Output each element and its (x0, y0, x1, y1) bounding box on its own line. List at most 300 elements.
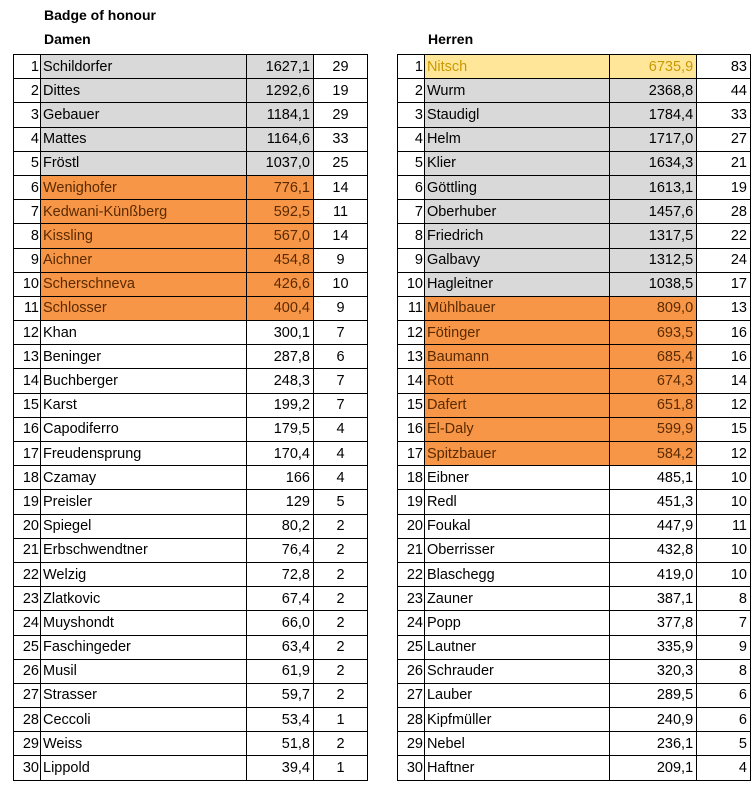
name-cell: Weiss (41, 732, 247, 756)
table-row (14, 175, 368, 199)
table-row (398, 417, 751, 441)
page-title: Badge of honour (44, 7, 156, 23)
table-row (398, 659, 751, 683)
table-row (398, 296, 751, 320)
score-cell: 447,9 (610, 514, 697, 538)
score-cell: 320,3 (610, 659, 697, 683)
name-cell: Lautner (424, 635, 609, 659)
count-cell: 13 (697, 296, 751, 320)
rank-cell: 17 (398, 442, 425, 466)
table-row (14, 756, 368, 780)
name-cell: Klier (424, 151, 609, 175)
name-cell: Erbschwendtner (41, 538, 247, 562)
count-cell: 44 (697, 79, 751, 103)
name-cell: Beninger (41, 345, 247, 369)
rank-cell: 19 (398, 490, 425, 514)
score-cell: 240,9 (610, 708, 697, 732)
score-cell: 199,2 (247, 393, 314, 417)
name-cell: Faschingeder (41, 635, 247, 659)
score-cell: 674,3 (610, 369, 697, 393)
count-cell: 21 (697, 151, 751, 175)
table-row (398, 79, 751, 103)
table-row (398, 272, 751, 296)
count-cell: 4 (314, 417, 368, 441)
score-cell: 1457,6 (610, 200, 697, 224)
score-cell: 2368,8 (610, 79, 697, 103)
table-row (398, 151, 751, 175)
score-cell: 300,1 (247, 321, 314, 345)
name-cell: Göttling (424, 175, 609, 199)
table-row (398, 611, 751, 635)
name-cell: Foukal (424, 514, 609, 538)
score-cell: 454,8 (247, 248, 314, 272)
name-cell: Friedrich (424, 224, 609, 248)
table-row (14, 562, 368, 586)
table-row (398, 127, 751, 151)
name-cell: Haftner (424, 756, 609, 780)
table-row (14, 393, 368, 417)
table-row (14, 103, 368, 127)
score-cell: 1038,5 (610, 272, 697, 296)
score-cell: 1317,5 (610, 224, 697, 248)
count-cell: 14 (697, 369, 751, 393)
rank-cell: 18 (14, 466, 41, 490)
count-cell: 2 (314, 611, 368, 635)
count-cell: 7 (314, 321, 368, 345)
table-row (14, 417, 368, 441)
name-cell: Nebel (424, 732, 609, 756)
count-cell: 7 (697, 611, 751, 635)
table-row (398, 369, 751, 393)
score-cell: 72,8 (247, 562, 314, 586)
name-cell: Khan (41, 321, 247, 345)
score-cell: 209,1 (610, 756, 697, 780)
name-cell: Wenighofer (41, 175, 247, 199)
name-cell: Aichner (41, 248, 247, 272)
name-cell: Zauner (424, 587, 609, 611)
score-cell: 248,3 (247, 369, 314, 393)
table-row (14, 538, 368, 562)
name-cell: Strasser (41, 683, 247, 707)
score-cell: 170,4 (247, 442, 314, 466)
name-cell: Spitzbauer (424, 442, 609, 466)
count-cell: 6 (697, 708, 751, 732)
rank-cell: 7 (14, 200, 41, 224)
score-cell: 693,5 (610, 321, 697, 345)
name-cell: Musil (41, 659, 247, 683)
count-cell: 15 (697, 417, 751, 441)
rank-cell: 12 (14, 321, 41, 345)
rank-cell: 30 (398, 756, 425, 780)
rank-cell: 24 (14, 611, 41, 635)
score-cell: 67,4 (247, 587, 314, 611)
score-cell: 1164,6 (247, 127, 314, 151)
count-cell: 2 (314, 514, 368, 538)
score-cell: 776,1 (247, 175, 314, 199)
score-cell: 179,5 (247, 417, 314, 441)
score-cell: 1292,6 (247, 79, 314, 103)
rank-cell: 15 (398, 393, 425, 417)
name-cell: Welzig (41, 562, 247, 586)
rank-cell: 25 (14, 635, 41, 659)
table-row (398, 248, 751, 272)
name-cell: Capodiferro (41, 417, 247, 441)
score-cell: 1312,5 (610, 248, 697, 272)
count-cell: 33 (314, 127, 368, 151)
score-cell: 426,6 (247, 272, 314, 296)
count-cell: 2 (314, 562, 368, 586)
name-cell: El-Daly (424, 417, 609, 441)
table-row (398, 587, 751, 611)
rank-cell: 19 (14, 490, 41, 514)
rank-cell: 26 (398, 659, 425, 683)
table-row (398, 562, 751, 586)
table-row (398, 732, 751, 756)
count-cell: 2 (314, 659, 368, 683)
count-cell: 14 (314, 224, 368, 248)
count-cell: 17 (697, 272, 751, 296)
table-row (14, 611, 368, 635)
table-row (398, 175, 751, 199)
table-row (14, 659, 368, 683)
table-row (398, 55, 751, 79)
name-cell: Rott (424, 369, 609, 393)
rank-cell: 3 (14, 103, 41, 127)
table-row (398, 683, 751, 707)
score-cell: 80,2 (247, 514, 314, 538)
count-cell: 9 (314, 296, 368, 320)
name-cell: Hagleitner (424, 272, 609, 296)
score-cell: 289,5 (610, 683, 697, 707)
score-cell: 335,9 (610, 635, 697, 659)
score-cell: 39,4 (247, 756, 314, 780)
count-cell: 4 (314, 466, 368, 490)
rank-cell: 5 (398, 151, 425, 175)
table-row (398, 442, 751, 466)
count-cell: 12 (697, 393, 751, 417)
rank-cell: 2 (14, 79, 41, 103)
count-cell: 25 (314, 151, 368, 175)
table-row (14, 683, 368, 707)
table-row (14, 127, 368, 151)
table-row (14, 466, 368, 490)
table-row (14, 514, 368, 538)
score-cell: 432,8 (610, 538, 697, 562)
table-row (398, 103, 751, 127)
rank-cell: 3 (398, 103, 425, 127)
name-cell: Staudigl (424, 103, 609, 127)
count-cell: 16 (697, 321, 751, 345)
table-row (398, 200, 751, 224)
count-cell: 10 (697, 466, 751, 490)
rank-cell: 30 (14, 756, 41, 780)
score-cell: 287,8 (247, 345, 314, 369)
score-cell: 387,1 (610, 587, 697, 611)
count-cell: 10 (697, 562, 751, 586)
count-cell: 2 (314, 732, 368, 756)
count-cell: 11 (314, 200, 368, 224)
count-cell: 1 (314, 708, 368, 732)
table-row (398, 708, 751, 732)
score-cell: 63,4 (247, 635, 314, 659)
count-cell: 5 (314, 490, 368, 514)
name-cell: Galbavy (424, 248, 609, 272)
rank-cell: 20 (14, 514, 41, 538)
table-row (398, 756, 751, 780)
table-row (398, 538, 751, 562)
herren-heading: Herren (428, 31, 474, 47)
count-cell: 2 (314, 683, 368, 707)
name-cell: Baumann (424, 345, 609, 369)
score-cell: 166 (247, 466, 314, 490)
score-cell: 61,9 (247, 659, 314, 683)
table-row (14, 151, 368, 175)
rank-cell: 4 (14, 127, 41, 151)
rank-cell: 16 (14, 417, 41, 441)
score-cell: 485,1 (610, 466, 697, 490)
score-cell: 1634,3 (610, 151, 697, 175)
name-cell: Zlatkovic (41, 587, 247, 611)
rank-cell: 6 (14, 175, 41, 199)
name-cell: Eibner (424, 466, 609, 490)
rank-cell: 10 (14, 272, 41, 296)
name-cell: Preisler (41, 490, 247, 514)
table-row (398, 321, 751, 345)
score-cell: 59,7 (247, 683, 314, 707)
count-cell: 2 (314, 587, 368, 611)
name-cell: Karst (41, 393, 247, 417)
rank-cell: 21 (398, 538, 425, 562)
table-row (398, 514, 751, 538)
name-cell: Redl (424, 490, 609, 514)
score-cell: 651,8 (610, 393, 697, 417)
score-cell: 66,0 (247, 611, 314, 635)
count-cell: 1 (314, 756, 368, 780)
table-row (398, 635, 751, 659)
name-cell: Schildorfer (41, 55, 247, 79)
name-cell: Kipfmüller (424, 708, 609, 732)
count-cell: 7 (314, 369, 368, 393)
table-row (14, 345, 368, 369)
rank-cell: 2 (398, 79, 425, 103)
table-row (14, 369, 368, 393)
score-cell: 6735,9 (610, 55, 697, 79)
rank-cell: 20 (398, 514, 425, 538)
score-cell: 1627,1 (247, 55, 314, 79)
rank-cell: 22 (14, 562, 41, 586)
rank-cell: 27 (398, 683, 425, 707)
herren-table (397, 54, 751, 781)
rank-cell: 21 (14, 538, 41, 562)
rank-cell: 10 (398, 272, 425, 296)
score-cell: 584,2 (610, 442, 697, 466)
table-row (398, 490, 751, 514)
count-cell: 11 (697, 514, 751, 538)
score-cell: 567,0 (247, 224, 314, 248)
table-row (14, 55, 368, 79)
name-cell: Mattes (41, 127, 247, 151)
count-cell: 4 (697, 756, 751, 780)
count-cell: 7 (314, 393, 368, 417)
score-cell: 1184,1 (247, 103, 314, 127)
score-cell: 1717,0 (610, 127, 697, 151)
rank-cell: 28 (398, 708, 425, 732)
table-row (14, 321, 368, 345)
rank-cell: 18 (398, 466, 425, 490)
rank-cell: 8 (14, 224, 41, 248)
count-cell: 29 (314, 55, 368, 79)
damen-table (13, 54, 368, 781)
count-cell: 19 (314, 79, 368, 103)
rank-cell: 7 (398, 200, 425, 224)
table-row (14, 224, 368, 248)
score-cell: 76,4 (247, 538, 314, 562)
count-cell: 4 (314, 442, 368, 466)
rank-cell: 11 (398, 296, 425, 320)
table-row (14, 708, 368, 732)
rank-cell: 15 (14, 393, 41, 417)
name-cell: Schlosser (41, 296, 247, 320)
name-cell: Popp (424, 611, 609, 635)
count-cell: 16 (697, 345, 751, 369)
name-cell: Dittes (41, 79, 247, 103)
table-row (14, 296, 368, 320)
rank-cell: 14 (398, 369, 425, 393)
name-cell: Scherschneva (41, 272, 247, 296)
score-cell: 400,4 (247, 296, 314, 320)
name-cell: Freudensprung (41, 442, 247, 466)
count-cell: 8 (697, 587, 751, 611)
name-cell: Wurm (424, 79, 609, 103)
table-row (14, 272, 368, 296)
table-row (14, 635, 368, 659)
name-cell: Dafert (424, 393, 609, 417)
count-cell: 14 (314, 175, 368, 199)
score-cell: 236,1 (610, 732, 697, 756)
score-cell: 129 (247, 490, 314, 514)
rank-cell: 29 (14, 732, 41, 756)
name-cell: Oberrisser (424, 538, 609, 562)
rank-cell: 24 (398, 611, 425, 635)
name-cell: Spiegel (41, 514, 247, 538)
rank-cell: 8 (398, 224, 425, 248)
count-cell: 10 (314, 272, 368, 296)
rank-cell: 25 (398, 635, 425, 659)
score-cell: 592,5 (247, 200, 314, 224)
name-cell: Ceccoli (41, 708, 247, 732)
rank-cell: 5 (14, 151, 41, 175)
score-cell: 419,0 (610, 562, 697, 586)
rank-cell: 22 (398, 562, 425, 586)
table-row (398, 345, 751, 369)
name-cell: Blaschegg (424, 562, 609, 586)
rank-cell: 13 (14, 345, 41, 369)
count-cell: 28 (697, 200, 751, 224)
name-cell: Kissling (41, 224, 247, 248)
table-row (14, 442, 368, 466)
table-row (398, 466, 751, 490)
table-row (14, 490, 368, 514)
rank-cell: 1 (398, 55, 425, 79)
score-cell: 1784,4 (610, 103, 697, 127)
name-cell: Lippold (41, 756, 247, 780)
name-cell: Buchberger (41, 369, 247, 393)
rank-cell: 16 (398, 417, 425, 441)
count-cell: 29 (314, 103, 368, 127)
table-row (14, 79, 368, 103)
score-cell: 451,3 (610, 490, 697, 514)
rank-cell: 11 (14, 296, 41, 320)
rank-cell: 9 (14, 248, 41, 272)
name-cell: Lauber (424, 683, 609, 707)
table-row (14, 248, 368, 272)
count-cell: 5 (697, 732, 751, 756)
score-cell: 377,8 (610, 611, 697, 635)
rank-cell: 9 (398, 248, 425, 272)
rank-cell: 27 (14, 683, 41, 707)
score-cell: 599,9 (610, 417, 697, 441)
score-cell: 1613,1 (610, 175, 697, 199)
table-row (398, 393, 751, 417)
name-cell: Kedwani-Künßberg (41, 200, 247, 224)
rank-cell: 29 (398, 732, 425, 756)
table-row (398, 224, 751, 248)
rank-cell: 26 (14, 659, 41, 683)
score-cell: 1037,0 (247, 151, 314, 175)
table-row (14, 200, 368, 224)
name-cell: Mühlbauer (424, 296, 609, 320)
count-cell: 8 (697, 659, 751, 683)
rank-cell: 6 (398, 175, 425, 199)
name-cell: Fötinger (424, 321, 609, 345)
count-cell: 9 (314, 248, 368, 272)
count-cell: 33 (697, 103, 751, 127)
rank-cell: 1 (14, 55, 41, 79)
count-cell: 6 (314, 345, 368, 369)
score-cell: 53,4 (247, 708, 314, 732)
count-cell: 9 (697, 635, 751, 659)
name-cell: Czamay (41, 466, 247, 490)
count-cell: 2 (314, 538, 368, 562)
name-cell: Gebauer (41, 103, 247, 127)
score-cell: 685,4 (610, 345, 697, 369)
count-cell: 10 (697, 490, 751, 514)
count-cell: 83 (697, 55, 751, 79)
table-row (14, 587, 368, 611)
rank-cell: 14 (14, 369, 41, 393)
count-cell: 22 (697, 224, 751, 248)
name-cell: Oberhuber (424, 200, 609, 224)
name-cell: Nitsch (424, 55, 609, 79)
rank-cell: 13 (398, 345, 425, 369)
rank-cell: 23 (398, 587, 425, 611)
rank-cell: 23 (14, 587, 41, 611)
rank-cell: 12 (398, 321, 425, 345)
name-cell: Muyshondt (41, 611, 247, 635)
count-cell: 6 (697, 683, 751, 707)
name-cell: Fröstl (41, 151, 247, 175)
count-cell: 19 (697, 175, 751, 199)
count-cell: 10 (697, 538, 751, 562)
rank-cell: 28 (14, 708, 41, 732)
score-cell: 809,0 (610, 296, 697, 320)
score-cell: 51,8 (247, 732, 314, 756)
damen-heading: Damen (44, 31, 91, 47)
count-cell: 2 (314, 635, 368, 659)
count-cell: 12 (697, 442, 751, 466)
rank-cell: 4 (398, 127, 425, 151)
table-row (14, 732, 368, 756)
